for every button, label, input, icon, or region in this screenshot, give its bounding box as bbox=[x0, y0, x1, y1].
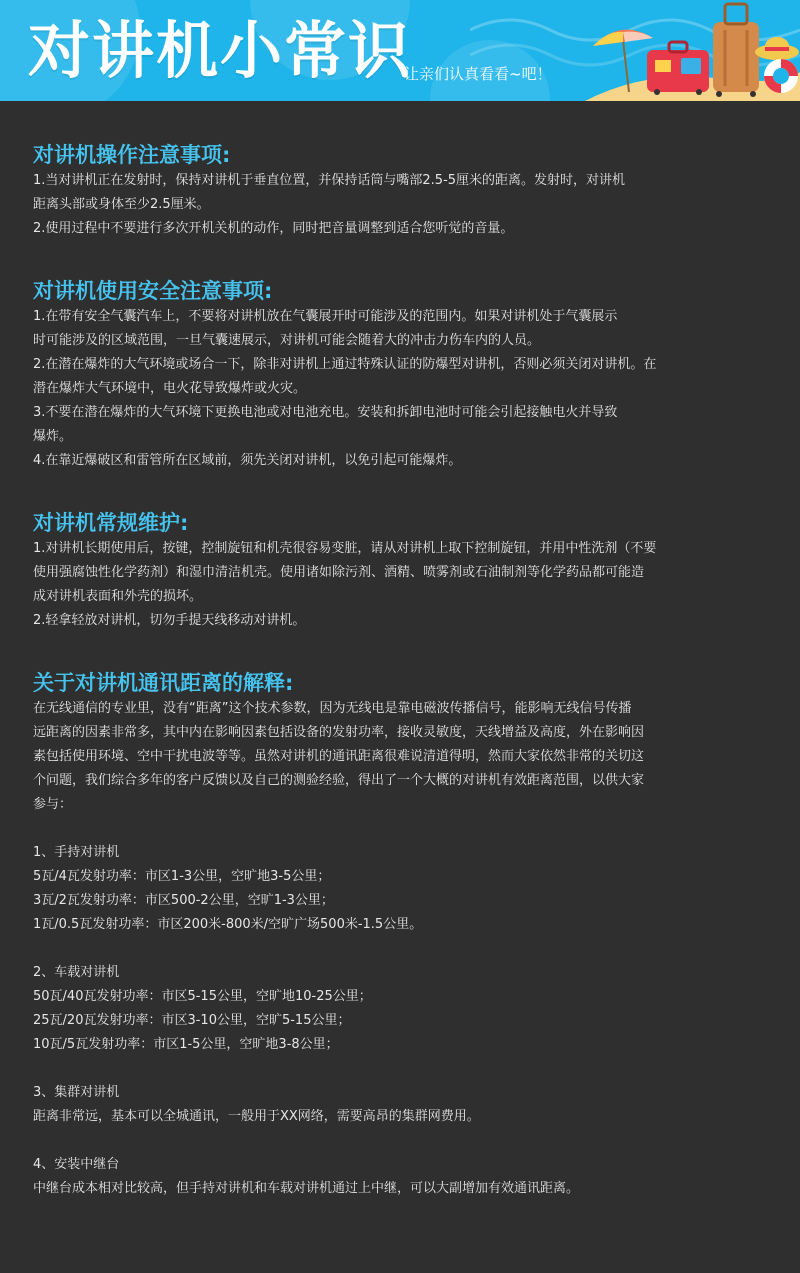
section-safety-notes bbox=[33, 241, 773, 473]
list-heading: 4、安装中继台 bbox=[33, 1157, 120, 1172]
list-heading: 2、车载对讲机 bbox=[33, 965, 120, 980]
paragraph-line: 远距离的因素非常多，其中内在影响因素包括设备的发射功率，接收灵敏度，天线增益及高度，外在影响因 bbox=[33, 725, 645, 740]
paragraph-line: 潜在爆炸大气环境中，电火花导致爆炸或火灾。 bbox=[33, 381, 307, 396]
paragraph-line: 使用强腐蚀性化学药剂）和湿巾清洁机壳。使用诸如除污剂、酒精、喷雾剂或石油制剂等化学药品都可能造 bbox=[33, 565, 645, 580]
paragraph-line: 3瓦/2瓦发射功率：市区500-2公里，空旷1-3公里； bbox=[33, 893, 334, 908]
section-title: 对讲机操作注意事项: bbox=[33, 143, 231, 167]
red-suitcase-icon bbox=[647, 42, 709, 95]
banner-title: 对讲机小常识 bbox=[28, 14, 413, 87]
paragraph-line: 在无线通信的专业里，没有“距离”这个技术参数，因为无线电是靠电磁波传播信号，能影响无线信号传播 bbox=[33, 701, 632, 716]
paragraph-line: 素包括使用环境、空中干扰电波等等。虽然对讲机的通讯距离很难说清道得明，然而大家依然非常的关切这 bbox=[33, 749, 645, 764]
paragraph-line: 成对讲机表面和外壳的损坏。 bbox=[33, 589, 203, 604]
section-title: 关于对讲机通讯距离的解释: bbox=[33, 671, 294, 695]
beach-travel-illustration bbox=[585, 0, 800, 101]
paragraph-line: 中继台成本相对比较高，但手持对讲机和车载对讲机通过上中继，可以大副增加有效通讯距离。 bbox=[33, 1181, 580, 1196]
header-banner bbox=[0, 0, 800, 101]
brown-suitcase-icon bbox=[713, 4, 759, 97]
list-heading: 1、手持对讲机 bbox=[33, 845, 120, 860]
section-operation-notes bbox=[33, 101, 773, 241]
paragraph-line: 3.不要在潜在爆炸的大气环境下更换电池或对电池充电。安装和拆卸电池时可能会引起接触电火并导致 bbox=[33, 405, 618, 420]
paragraph-line: 50瓦/40瓦发射功率：市区5-15公里，空旷地10-25公里； bbox=[33, 989, 372, 1004]
section-maintenance bbox=[33, 473, 773, 633]
article-content bbox=[33, 101, 773, 1201]
life-ring-icon bbox=[764, 59, 798, 93]
paragraph-line: 10瓦/5瓦发射功率：市区1-5公里，空旷地3-8公里； bbox=[33, 1037, 339, 1052]
paragraph-line: 参与： bbox=[33, 797, 73, 812]
paragraph-line: 时可能涉及的区域范围，一旦气囊速展示，对讲机可能会随着大的冲击力伤车内的人员。 bbox=[33, 333, 541, 348]
section-range-explanation bbox=[33, 633, 773, 1201]
paragraph-line: 爆炸。 bbox=[33, 429, 73, 444]
paragraph-line: 1瓦/0.5瓦发射功率：市区200米-800米/空旷广场500米-1.5公里。 bbox=[33, 917, 423, 932]
section-title: 对讲机使用安全注意事项: bbox=[33, 279, 273, 303]
blank-line bbox=[33, 937, 773, 961]
blank-line bbox=[33, 1057, 773, 1081]
list-heading: 3、集群对讲机 bbox=[33, 1085, 120, 1100]
paragraph-line: 距离非常远，基本可以全城通讯，一般用于XX网络，需要高昂的集群网费用。 bbox=[33, 1109, 480, 1124]
paragraph-line: 距离头部或身体至少2.5厘米。 bbox=[33, 197, 210, 212]
paragraph-line: 1.当对讲机正在发射时，保持对讲机于垂直位置，并保持话筒与嘴部2.5-5厘米的距离。发射时，对讲机 bbox=[33, 173, 626, 188]
paragraph-line: 2.在潜在爆炸的大气环境或场合一下，除非对讲机上通过特殊认证的防爆型对讲机，否则必须关闭对讲机。在 bbox=[33, 357, 657, 372]
paragraph-line: 1.对讲机长期使用后，按键，控制旋钮和机壳很容易变脏，请从对讲机上取下控制旋钮，并用中性洗剂（不要 bbox=[33, 541, 657, 556]
blank-line bbox=[33, 1129, 773, 1153]
paragraph-line: 2.轻拿轻放对讲机，切勿手提天线移动对讲机。 bbox=[33, 613, 306, 628]
paragraph-line: 1.在带有安全气囊汽车上，不要将对讲机放在气囊展开时可能涉及的范围内。如果对讲机处于气囊展示 bbox=[33, 309, 618, 324]
paragraph-line: 25瓦/20瓦发射功率：市区3-10公里，空旷5-15公里； bbox=[33, 1013, 351, 1028]
paragraph-line: 个问题，我们综合多年的客户反馈以及自己的测验经验，得出了一个大概的对讲机有效距离范围，以供大家 bbox=[33, 773, 645, 788]
paragraph-line: 4.在靠近爆破区和雷管所在区域前，须先关闭对讲机，以免引起可能爆炸。 bbox=[33, 453, 462, 468]
section-title: 对讲机常规维护: bbox=[33, 511, 189, 535]
blank-line bbox=[33, 817, 773, 841]
sun-hat-icon bbox=[755, 37, 799, 60]
paragraph-line: 5瓦/4瓦发射功率：市区1-3公里，空旷地3-5公里； bbox=[33, 869, 331, 884]
banner-subtitle: 让亲们认真看看~吧！ bbox=[404, 65, 552, 83]
paragraph-line: 2.使用过程中不要进行多次开机关机的动作，同时把音量调整到适合您听觉的音量。 bbox=[33, 221, 514, 236]
